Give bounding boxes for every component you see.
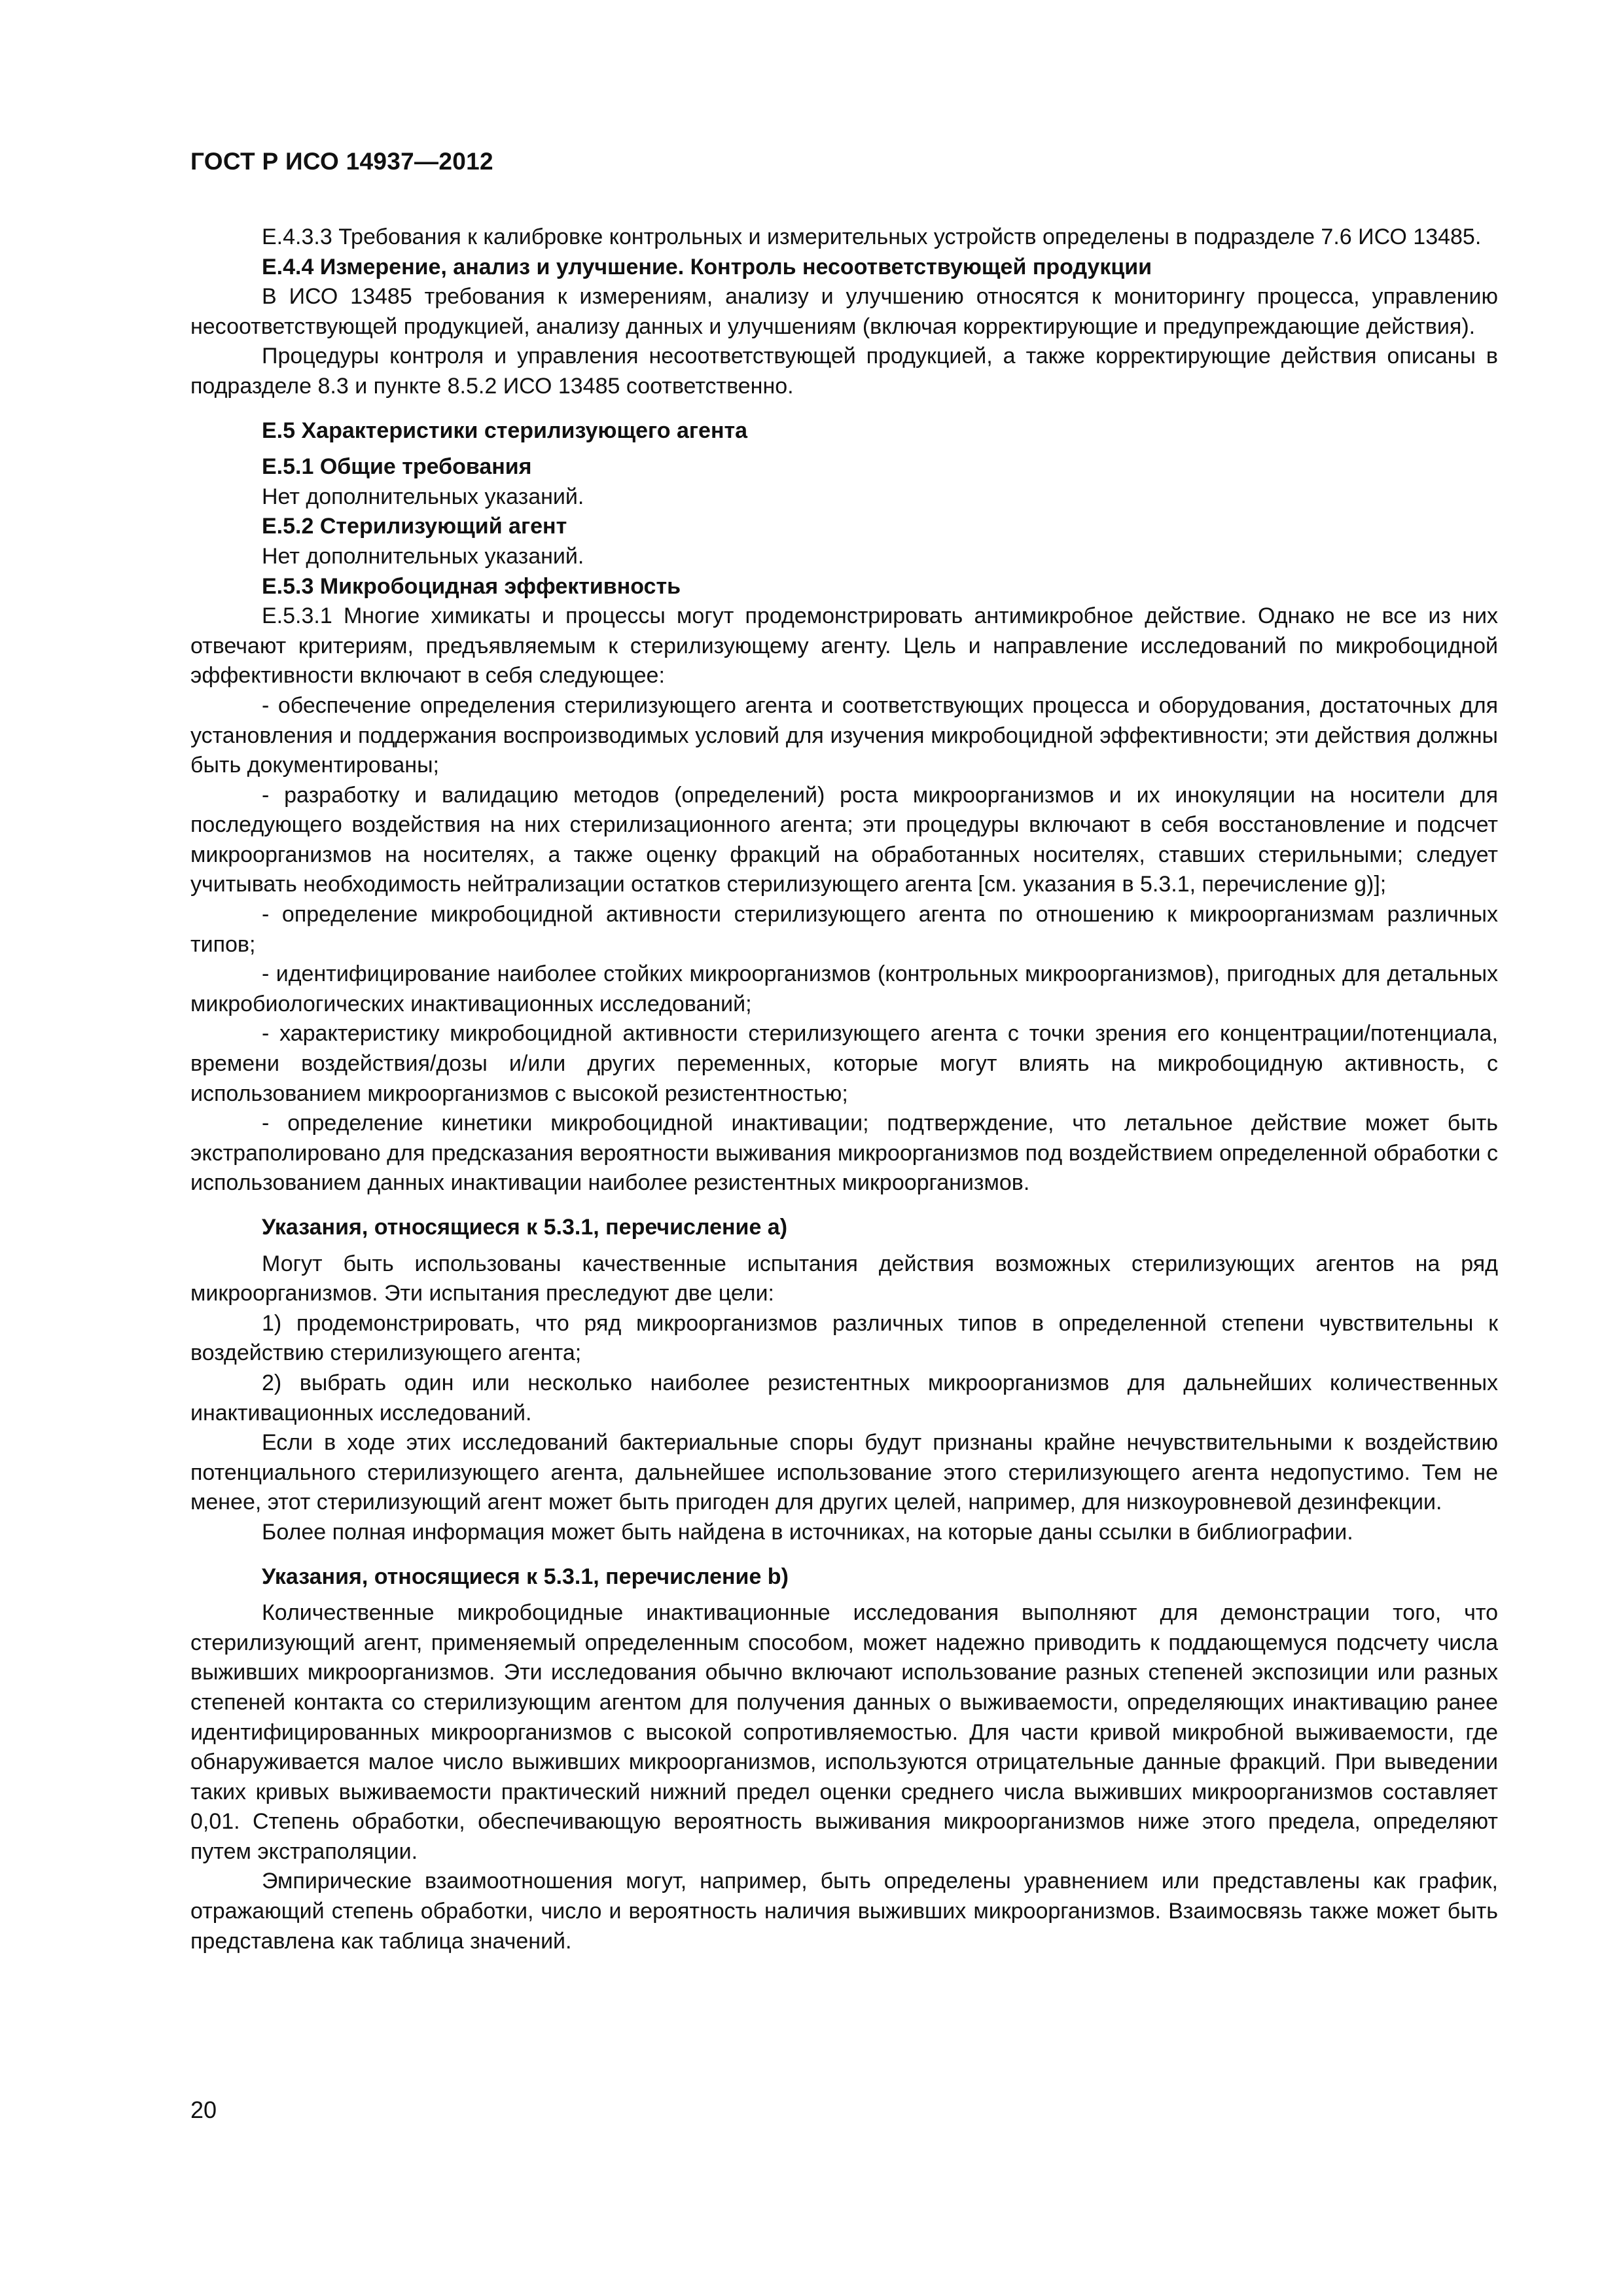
paragraph-guidance-b-1: Количественные микробоцидные инактивационные исследования выполняют для демонстрации того, что стерилизующий агент, применяемый определенным способом, может надежно приводить к поддающемуся подсчету числа выживших микроорганизмов. Эти исследования обычно включают использование разных степеней экспозиции или разных степеней контакта со стерилизующим агентом для получения данных о выживаемости, определяющих инактивацию ранее идентифицированных микроорганизмов с высокой сопротивляемостью. Для части кривой микробной выживаемости, где обнаруживается малое число выживших микроорганизмов, используются отрицательные данные фракций. При выведении таких кривых выживаемости практический нижний предел оценки среднего числа выживших микроорганизмов составляет 0,01. Степень обработки, обеспечивающую вероятность выживания микроорганизмов ниже этого предела, определяют путем экстраполяции.	[190, 1600, 1498, 1864]
heading-guidance-b: Указания, относящиеся к 5.3.1, перечисление b)	[262, 1564, 789, 1589]
heading-guidance-a: Указания, относящиеся к 5.3.1, перечисление а)	[262, 1215, 788, 1240]
list-item: - идентифицирование наиболее стойких микроорганизмов (контрольных микроорганизмов), пригодных для детальных микробиологических инактивационных исследований;	[190, 961, 1498, 1016]
page-number: 20	[190, 2096, 217, 2123]
list-item: 2) выбрать один или несколько наиболее резистентных микроорганизмов для дальнейших количественных инактивационных исследований.	[190, 1370, 1498, 1426]
heading-e44: Е.4.4 Измерение, анализ и улучшение. Контроль несоответствующей продукции	[262, 254, 1152, 279]
heading-e5: Е.5 Характеристики стерилизующего агента	[262, 418, 748, 443]
document-header: ГОСТ Р ИСО 14937—2012	[190, 148, 493, 175]
paragraph-guidance-a-3: Более полная информация может быть найдена в источниках, на которые даны ссылки в библиографии.	[262, 1519, 1353, 1545]
heading-e53: Е.5.3 Микробоцидная эффективность	[262, 573, 681, 599]
paragraph-e51: Нет дополнительных указаний.	[262, 484, 584, 509]
paragraph-e433: Е.4.3.3 Требования к калибровке контрольных и измерительных устройств определены в подразделе 7.6 ИСО 13485.	[262, 224, 1482, 249]
list-item: - разработку и валидацию методов (определений) роста микроорганизмов и их инокуляции на носители для последующего воздействия на них стерилизационного агента; эти процедуры включают в себя восстановление и подсчет микроорганизмов на носителях, а также оценку фракций на обработанных носителях, ставших стерильными; следует учитывать необходимость нейтрализации остатков стерилизующего агента [см. указания в 5.3.1, перечисление g)];	[190, 782, 1498, 897]
paragraph-guidance-b-2: Эмпирические взаимоотношения могут, например, быть определены уравнением или представлены как график, отражающий степень обработки, число и вероятность наличия выживших микроорганизмов. Взаимосвязь также может быть представлена как таблица значений.	[190, 1869, 1498, 1954]
heading-e52: Е.5.2 Стерилизующий агент	[262, 514, 567, 539]
document-body	[190, 223, 1498, 1956]
paragraph-e44-1: В ИСО 13485 требования к измерениям, анализу и улучшению относятся к мониторингу процесса, управлению несоответствующей продукцией, анализу данных и улучшениям (включая корректирующие и предупреждающие действия).	[190, 284, 1498, 339]
paragraph-e531: Е.5.3.1 Многие химикаты и процессы могут продемонстрировать антимикробное действие. Однако не все из них отвечают критериям, предъявляемым к стерилизующему агенту. Цель и направление исследований по микробоцидной эффективности включают в себя следующее:	[190, 603, 1498, 689]
paragraph-e44-2: Процедуры контроля и управления несоответствующей продукцией, а также корректирующие действия описаны в подразделе 8.3 и пункте 8.5.2 ИСО 13485 соответственно.	[190, 344, 1498, 399]
list-item: 1) продемонстрировать, что ряд микроорганизмов различных типов в определенной степени чувствительны к воздействию стерилизующего агента;	[190, 1310, 1498, 1366]
list-item: - определение микробоцидной активности стерилизующего агента по отношению к микроорганизмам различных типов;	[190, 902, 1498, 957]
paragraph-guidance-a-2: Если в ходе этих исследований бактериальные споры будут признаны крайне нечувствительными к воздействию потенциального стерилизующего агента, дальнейшее использование этого стерилизующего агента недопустимо. Тем не менее, этот стерилизующий агент может быть пригоден для других целей, например, для низкоуровневой дезинфекции.	[190, 1430, 1498, 1515]
heading-e51: Е.5.1 Общие требования	[262, 454, 532, 480]
paragraph-guidance-a-1: Могут быть использованы качественные испытания действия возможных стерилизующих агентов на ряд микроорганизмов. Эти испытания преследуют две цели:	[190, 1251, 1498, 1306]
paragraph-e52: Нет дополнительных указаний.	[262, 543, 584, 569]
list-item: - определение кинетики микробоцидной инактивации; подтверждение, что летальное действие может быть экстраполировано для предсказания вероятности выживания микроорганизмов под воздействием определенной обработки с использованием данных инактивации наиболее резистентных микроорганизмов.	[190, 1111, 1498, 1196]
list-item: - характеристику микробоцидной активности стерилизующего агента с точки зрения его концентрации/потенциала, времени воздействия/дозы и/или других переменных, которые могут влиять на микробоцидную активность, с использованием микроорганизмов с высокой резистентностью;	[190, 1021, 1498, 1106]
list-item: - обеспечение определения стерилизующего агента и соответствующих процесса и оборудования, достаточных для установления и поддержания воспроизводимых условий для изучения микробоцидной эффективности; эти действия должны быть документированы;	[190, 692, 1498, 778]
